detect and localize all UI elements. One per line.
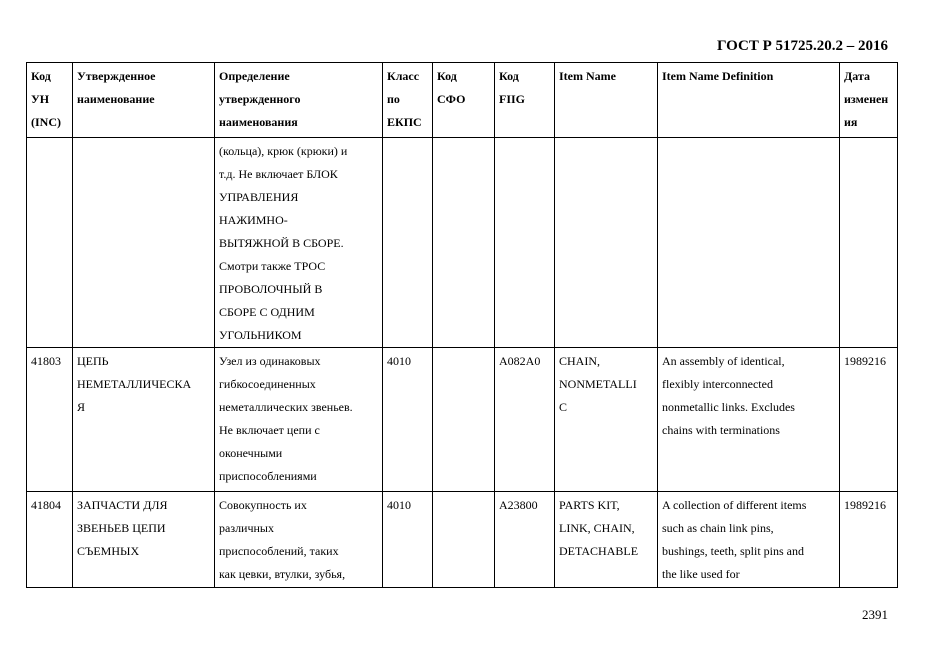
cell-name: ЦЕПЬ НЕМЕТАЛЛИЧЕСКА Я [73,348,215,492]
table-header-row [27,63,898,138]
cell-item-definition [658,138,840,348]
cell-date: 1989216 [840,348,898,492]
cell-class: 4010 [383,348,433,492]
cell-code [27,138,73,348]
table-row [27,138,898,348]
table-row [27,348,898,492]
cell-item-name: CHAIN, NONMETALLI C [555,348,658,492]
col-header-definition: Определение утвержденного наименования [215,63,383,138]
cell-fiig [495,138,555,348]
cell-class: 4010 [383,492,433,588]
col-header-code: Код УН (INC) [27,63,73,138]
cell-item-name [555,138,658,348]
cell-class [383,138,433,348]
cell-sfo [433,492,495,588]
cell-sfo [433,348,495,492]
cell-definition: Узел из одинаковых гибкосоединенных неметаллических звеньев. Не включает цепи с оконечными приспособлениями [215,348,383,492]
col-header-item-definition: Item Name Definition [658,63,840,138]
table-row [27,492,898,588]
cell-name: ЗАПЧАСТИ ДЛЯ ЗВЕНЬЕВ ЦЕПИ СЪЕМНЫХ [73,492,215,588]
cell-fiig: A082A0 [495,348,555,492]
document-header-title: ГОСТ Р 51725.20.2 – 2016 [716,38,888,54]
cell-item-name: PARTS KIT, LINK, CHAIN, DETACHABLE [555,492,658,588]
cell-name [73,138,215,348]
cell-item-definition: An assembly of identical, flexibly interconnected nonmetallic links. Excludes chains with terminations [658,348,840,492]
cell-code: 41804 [27,492,73,588]
classifier-table [26,62,898,588]
col-header-fiig: Код FIIG [495,63,555,138]
cell-code: 41803 [27,348,73,492]
cell-definition: (кольца), крюк (крюки) и т.д. Не включает БЛОК УПРАВЛЕНИЯ НАЖИМНО- ВЫТЯЖНОЙ В СБОРЕ. Смотри также ТРОС ПРОВОЛОЧНЫЙ В СБОРЕ С ОДНИМ УГОЛЬНИКОМ [215,138,383,348]
cell-date: 1989216 [840,492,898,588]
cell-fiig: A23800 [495,492,555,588]
col-header-name: Утвержденное наименование [73,63,215,138]
col-header-date: Дата изменен ия [840,63,898,138]
col-header-item-name: Item Name [555,63,658,138]
col-header-sfo: Код СФО [433,63,495,138]
col-header-class: Класс по ЕКПС [383,63,433,138]
page-number: 2391 [862,607,888,622]
cell-sfo [433,138,495,348]
cell-item-definition: A collection of different items such as chain link pins, bushings, teeth, split pins and the like used for [658,492,840,588]
cell-definition: Совокупность их различных приспособлений, таких как цевки, втулки, зубья, [215,492,383,588]
cell-date [840,138,898,348]
